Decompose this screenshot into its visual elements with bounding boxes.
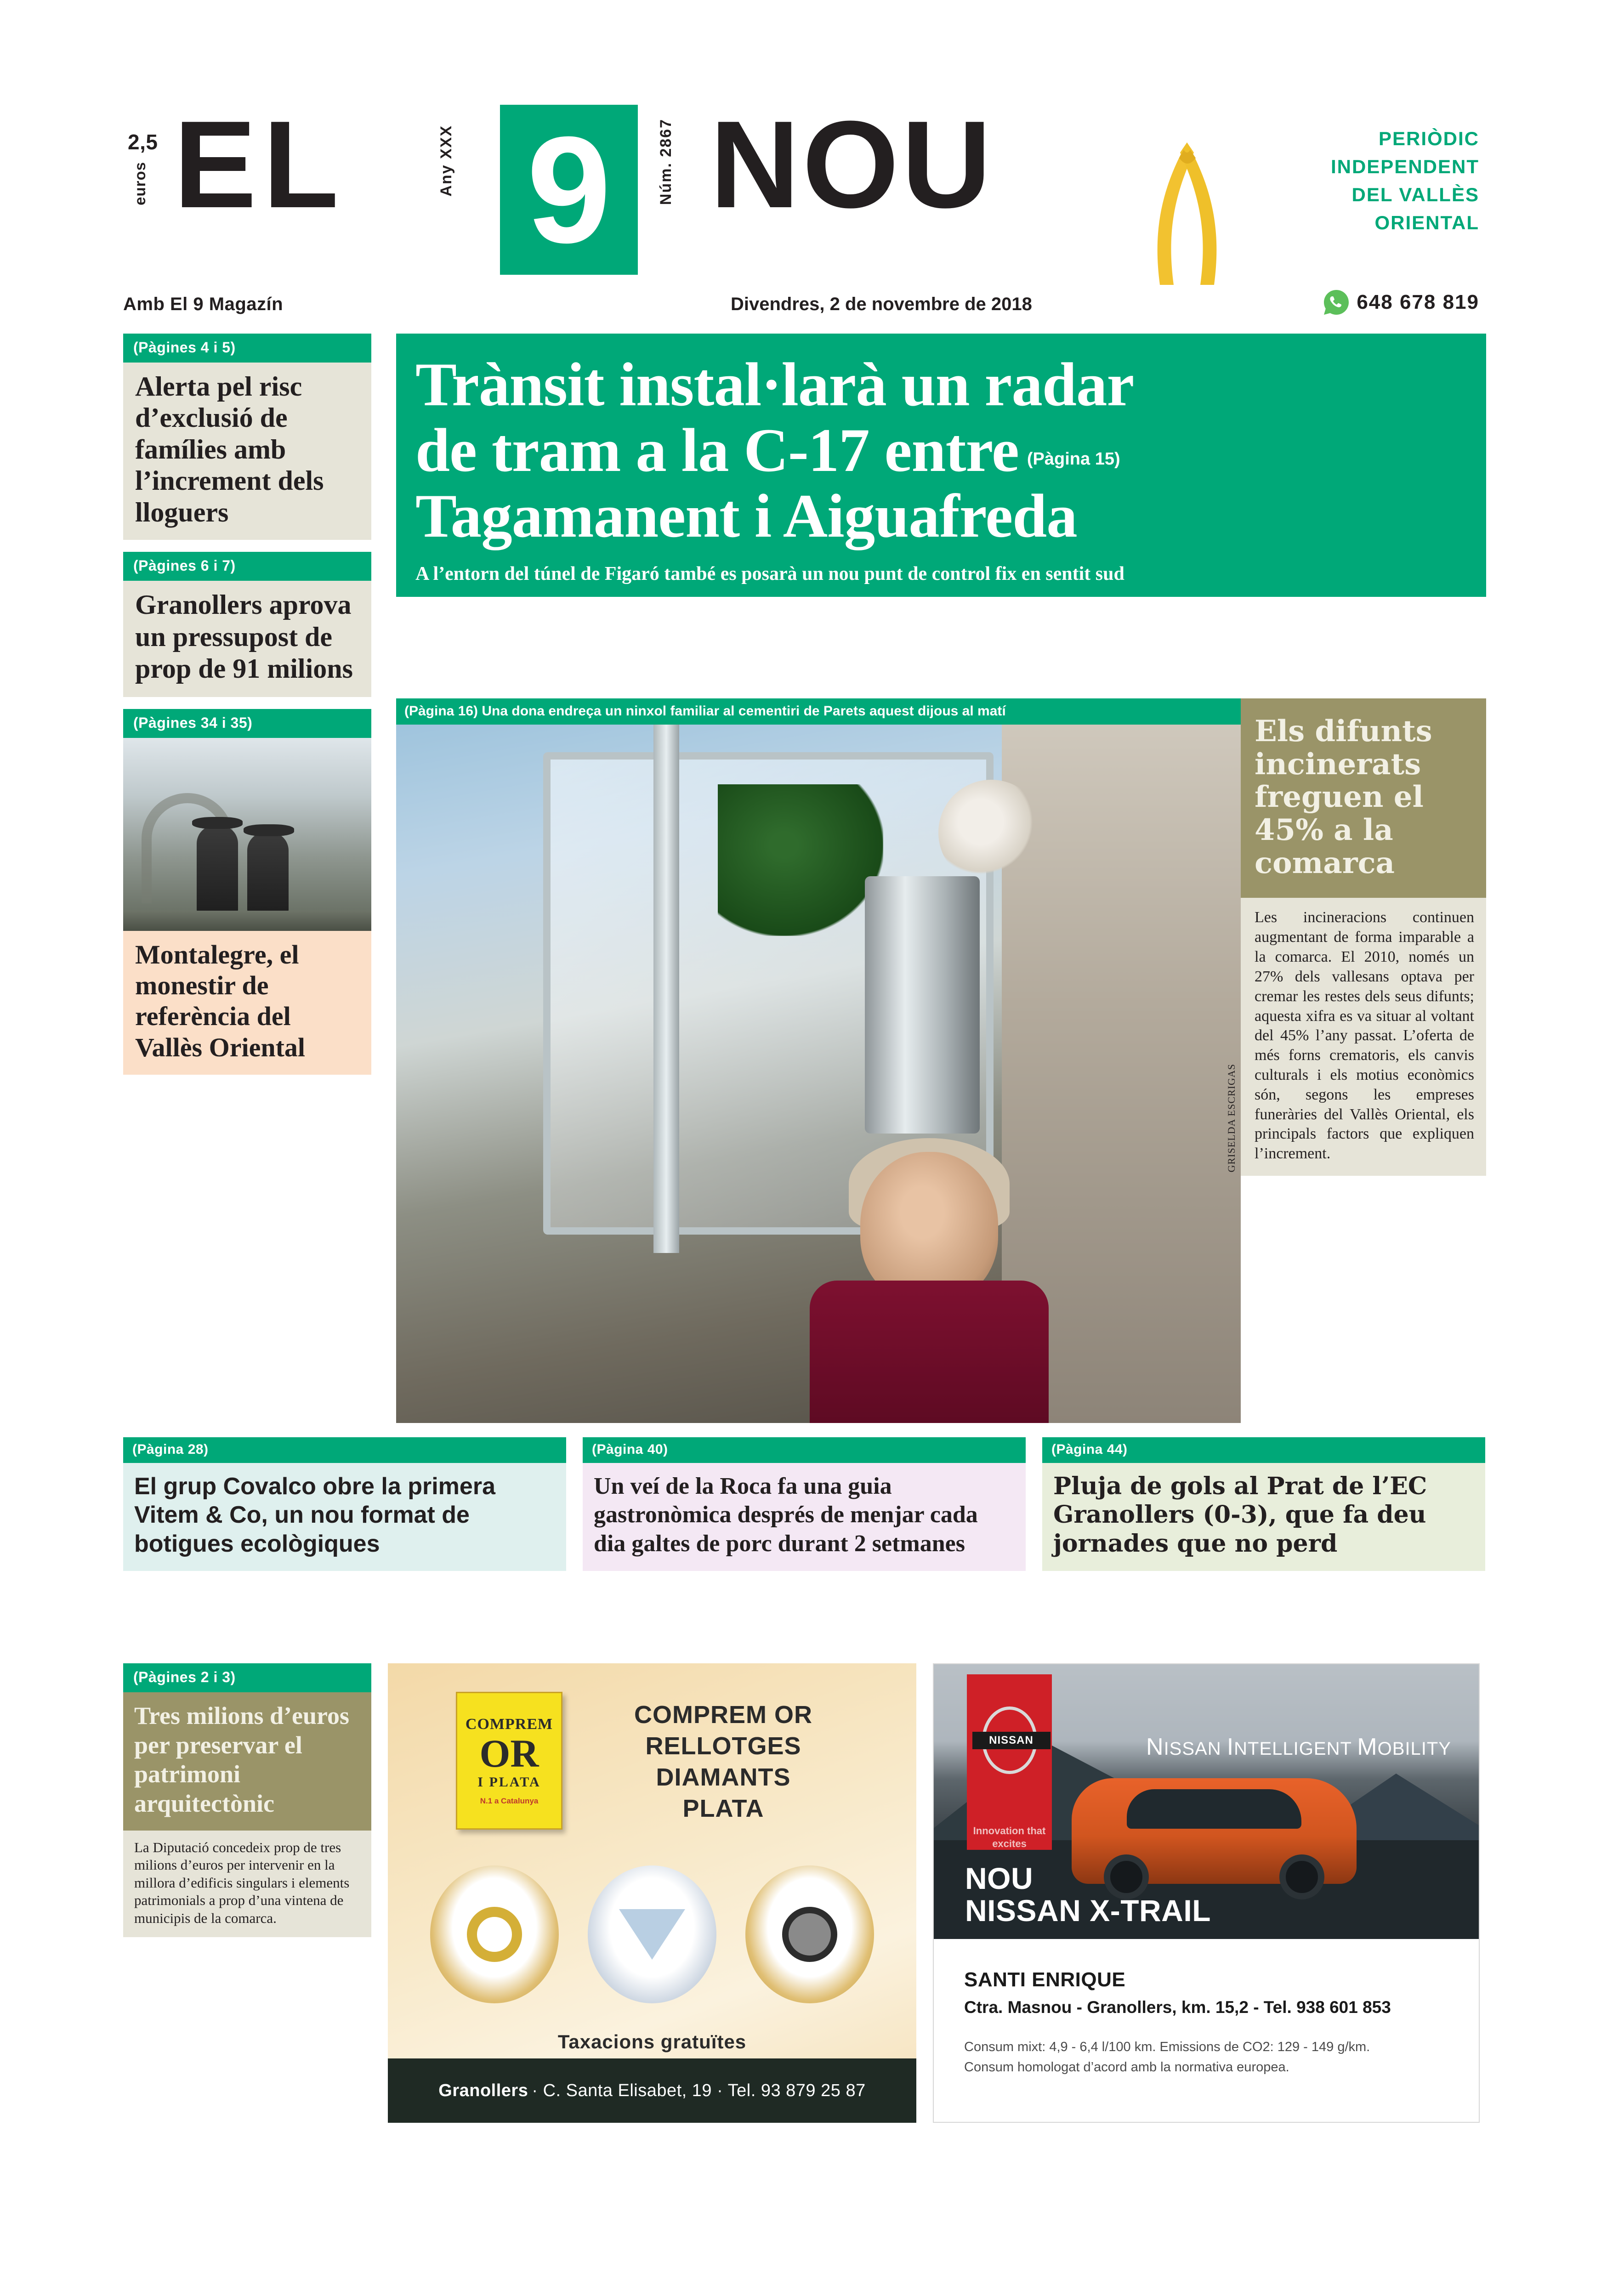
nissan-wordmark: NISSAN bbox=[972, 1732, 1051, 1749]
watch-photo bbox=[745, 1865, 874, 2003]
date-line: Divendres, 2 de novembre de 2018 bbox=[731, 294, 1032, 314]
teaser-gastronomia[interactable] bbox=[583, 1437, 1026, 1571]
nissan-logo-icon bbox=[982, 1706, 1037, 1774]
nissan-photo bbox=[934, 1664, 1479, 1939]
lead-story[interactable] bbox=[396, 334, 1486, 597]
comprem-or-logo bbox=[456, 1692, 562, 1830]
incineration-headline: Els difunts incinerats freguen el 45% a la comarca bbox=[1241, 698, 1486, 898]
tagline-line-4: ORIENTAL bbox=[1374, 211, 1479, 233]
teaser-futbol[interactable] bbox=[1042, 1437, 1485, 1571]
metal-vase-shape bbox=[865, 876, 980, 1134]
wall-shape bbox=[123, 911, 371, 931]
teaser-patrimoni-headline: Tres milions d’euros per preservar el patrimoni arquitectònic bbox=[123, 1692, 371, 1831]
nissan-model-line-1: NOU bbox=[965, 1861, 1033, 1896]
tagline-line-2: INDEPENDENT bbox=[1330, 155, 1479, 177]
teaser-montalegre-headline: Montalegre, el monestir de referència del Vallès Oriental bbox=[135, 939, 306, 1062]
teaser-pressupost-headline: Granollers aprova un pressupost de prop de 91 milions bbox=[135, 589, 353, 684]
nissan-dealer-info bbox=[934, 1940, 1419, 2077]
advert-comprem-or[interactable] bbox=[388, 1663, 916, 2123]
comprem-or-logo-top: COMPREM bbox=[465, 1716, 553, 1733]
advert-nissan[interactable] bbox=[933, 1663, 1480, 2123]
left-teaser-column bbox=[123, 334, 371, 1075]
wheel-shape bbox=[1279, 1854, 1324, 1899]
masthead bbox=[0, 0, 1607, 317]
masthead-issue-number: Núm. 2867 bbox=[657, 119, 675, 205]
incineration-story[interactable] bbox=[1226, 698, 1486, 1176]
tagline-line-1: PERIÒDIC bbox=[1378, 128, 1479, 149]
teaser-montalegre[interactable] bbox=[123, 709, 371, 1075]
nissan-legal-line-2: Consum homologat d’acord amb la normativa europea. bbox=[964, 2059, 1289, 2075]
main-photo-block bbox=[396, 698, 1241, 1423]
magazine-supplement-label: Amb El 9 Magazín bbox=[123, 294, 284, 314]
teaser-covalco-headline: El grup Covalco obre la primera Vitem & Co, un nou format de botigues ecològiques bbox=[134, 1473, 495, 1557]
price-value: 2,5 bbox=[128, 130, 158, 154]
figure-shape bbox=[247, 832, 289, 913]
masthead-year: Any XXX bbox=[437, 125, 455, 197]
whatsapp-number: 648 678 819 bbox=[1357, 291, 1479, 313]
gold-service-2: RELLOTGES bbox=[645, 1732, 801, 1760]
teaser-patrimoni[interactable] bbox=[123, 1663, 371, 2123]
whatsapp-contact[interactable] bbox=[1323, 289, 1479, 316]
metal-pole-shape bbox=[653, 725, 679, 1253]
campaign-issan: ISSAN bbox=[1164, 1739, 1227, 1759]
lead-headline-line-2: de tram a la C-17 entre bbox=[415, 416, 1019, 485]
photo-credit: GRISELDA ESCRIGAS bbox=[1226, 1063, 1237, 1173]
teaser-gastronomia-page-tag: (Pàgina 40) bbox=[583, 1437, 1026, 1463]
diamond-photo bbox=[588, 1865, 716, 2003]
lead-headline-line-1: Trànsit instal·larà un radar bbox=[415, 351, 1134, 419]
diamond-icon bbox=[619, 1909, 685, 1960]
campaign-n: N bbox=[1146, 1734, 1164, 1760]
nissan-model-line-2: NISSAN X-TRAIL bbox=[965, 1893, 1211, 1928]
car-window-shape bbox=[1127, 1789, 1301, 1829]
watch-icon bbox=[782, 1907, 837, 1962]
incineration-body-text: Les incineracions continuen augmentant de forma imparable a la comarca. El 2010, només un 27% dels vallesans optava per cremar les restes dels seus difunts; aquesta xifra es va situar al voltant del 45% l’any passat. L’oferta de més forns crematoris, els canvis culturals i els motius econòmics són, segons les empreses funeràries del Vallès Oriental, els principals factors que expliquen l’increment. bbox=[1255, 909, 1474, 1162]
hat-shape bbox=[244, 824, 294, 836]
ring-photo bbox=[430, 1865, 559, 2003]
teaser-covalco-page-tag: (Pàgina 28) bbox=[123, 1437, 566, 1463]
nissan-dealer-address: Ctra. Masnou - Granollers, km. 15,2 - Tel. 938 601 853 bbox=[964, 1998, 1391, 2017]
gold-service-3: DIAMANTS bbox=[656, 1763, 791, 1791]
nissan-slogan: Innovation that excites bbox=[973, 1825, 1046, 1849]
monastery-photo bbox=[123, 738, 371, 931]
teaser-patrimoni-page-tag: (Pàgines 2 i 3) bbox=[123, 1663, 371, 1692]
cemetery-photo bbox=[396, 725, 1241, 1423]
teaser-lloguers-page-tag: (Pàgines 4 i 5) bbox=[123, 334, 371, 363]
masthead-nine: 9 bbox=[527, 105, 611, 274]
bottom-row bbox=[123, 1663, 1486, 2123]
nissan-model-title bbox=[965, 1863, 1211, 1927]
nissan-campaign-line bbox=[1146, 1733, 1451, 1761]
advert-gold-city: Granollers bbox=[438, 2081, 528, 2100]
comprem-or-logo-plata: I PLATA bbox=[477, 1774, 541, 1790]
teaser-lloguers-headline: Alerta pel risc d’exclusió de famílies amb l’increment dels lloguers bbox=[135, 371, 324, 527]
campaign-obility: OBILITY bbox=[1377, 1739, 1451, 1759]
ring-icon bbox=[467, 1907, 522, 1962]
teaser-futbol-headline: Pluja de gols al Prat de l’EC Granollers (0-3), que fa deu jornades que no perd bbox=[1053, 1472, 1427, 1558]
main-photo-caption: (Pàgina 16) Una dona endreça un ninxol familiar al cementiri de Parets aquest dijous al matí bbox=[396, 698, 1241, 725]
nissan-legal-text bbox=[964, 2037, 1391, 2077]
comprem-or-logo-or: OR bbox=[479, 1731, 539, 1776]
nissan-badge bbox=[967, 1674, 1052, 1850]
nissan-legal-line-1: Consum mixt: 4,9 - 6,4 l/100 km. Emissions de CO2: 129 - 149 g/km. bbox=[964, 2040, 1370, 2054]
advert-gold-footer bbox=[388, 2058, 916, 2123]
teaser-patrimoni-body: La Diputació concedeix prop de tres milions d’euros per intervenir en la millora d’edificis singulars i elements patrimonials a prop d’una vintena de municipis de la comarca. bbox=[123, 1831, 371, 1937]
campaign-i: I bbox=[1227, 1734, 1234, 1760]
plant-leaf-shape bbox=[718, 784, 883, 936]
person-body-shape bbox=[810, 1281, 1049, 1423]
price-currency: euros bbox=[131, 162, 148, 205]
advert-gold-product-images bbox=[415, 1865, 889, 2003]
whatsapp-icon bbox=[1323, 289, 1350, 316]
advert-gold-free-appraisal: Taxacions gratuïtes bbox=[557, 2031, 747, 2052]
incineration-body bbox=[1226, 898, 1486, 1176]
campaign-ntelligent: NTELLIGENT bbox=[1234, 1739, 1357, 1759]
teaser-lloguers[interactable] bbox=[123, 334, 371, 540]
three-up-teaser-row bbox=[123, 1437, 1486, 1571]
lead-subheadline: A l’entorn del túnel de Figaró també es posarà un nou punt de control fix en sentit sud bbox=[415, 563, 1124, 585]
comprem-or-logo-claim: N.1 a Catalunya bbox=[480, 1796, 539, 1805]
teaser-montalegre-page-tag: (Pàgines 34 i 35) bbox=[123, 709, 371, 738]
nissan-dealer-name: SANTI ENRIQUE bbox=[964, 1968, 1126, 1991]
hat-shape bbox=[192, 817, 243, 829]
teaser-gastronomia-headline: Un veí de la Roca fa una guia gastronòmica després de menjar cada dia galtes de porc durant 2 setmanes bbox=[594, 1473, 978, 1557]
gold-service-1: COMPREM OR bbox=[634, 1701, 812, 1729]
lead-headline-line-3: Tagamanent i Aiguafreda bbox=[415, 482, 1077, 551]
lead-headline bbox=[415, 352, 1467, 549]
gold-service-4: PLATA bbox=[682, 1795, 764, 1823]
flowers-shape bbox=[938, 780, 1044, 885]
teaser-pressupost[interactable] bbox=[123, 552, 371, 697]
figure-shape bbox=[197, 825, 238, 913]
teaser-covalco[interactable] bbox=[123, 1437, 566, 1571]
masthead-word-el: EL bbox=[174, 96, 346, 234]
lead-page-tag: (Pàgina 15) bbox=[1027, 449, 1120, 469]
masthead-word-nou: NOU bbox=[710, 96, 994, 234]
masthead-nine-box bbox=[500, 105, 638, 275]
advert-gold-address: · C. Santa Elisabet, 19 · Tel. 93 879 25 87 bbox=[532, 2081, 866, 2100]
yellow-ribbon-icon bbox=[1148, 138, 1226, 289]
advert-gold-services bbox=[585, 1699, 861, 1824]
masthead-tagline bbox=[1331, 125, 1479, 237]
tagline-line-3: DEL VALLÈS bbox=[1351, 183, 1479, 205]
teaser-pressupost-page-tag: (Pàgines 6 i 7) bbox=[123, 552, 371, 581]
campaign-m: M bbox=[1357, 1734, 1378, 1760]
teaser-futbol-page-tag: (Pàgina 44) bbox=[1042, 1437, 1485, 1463]
